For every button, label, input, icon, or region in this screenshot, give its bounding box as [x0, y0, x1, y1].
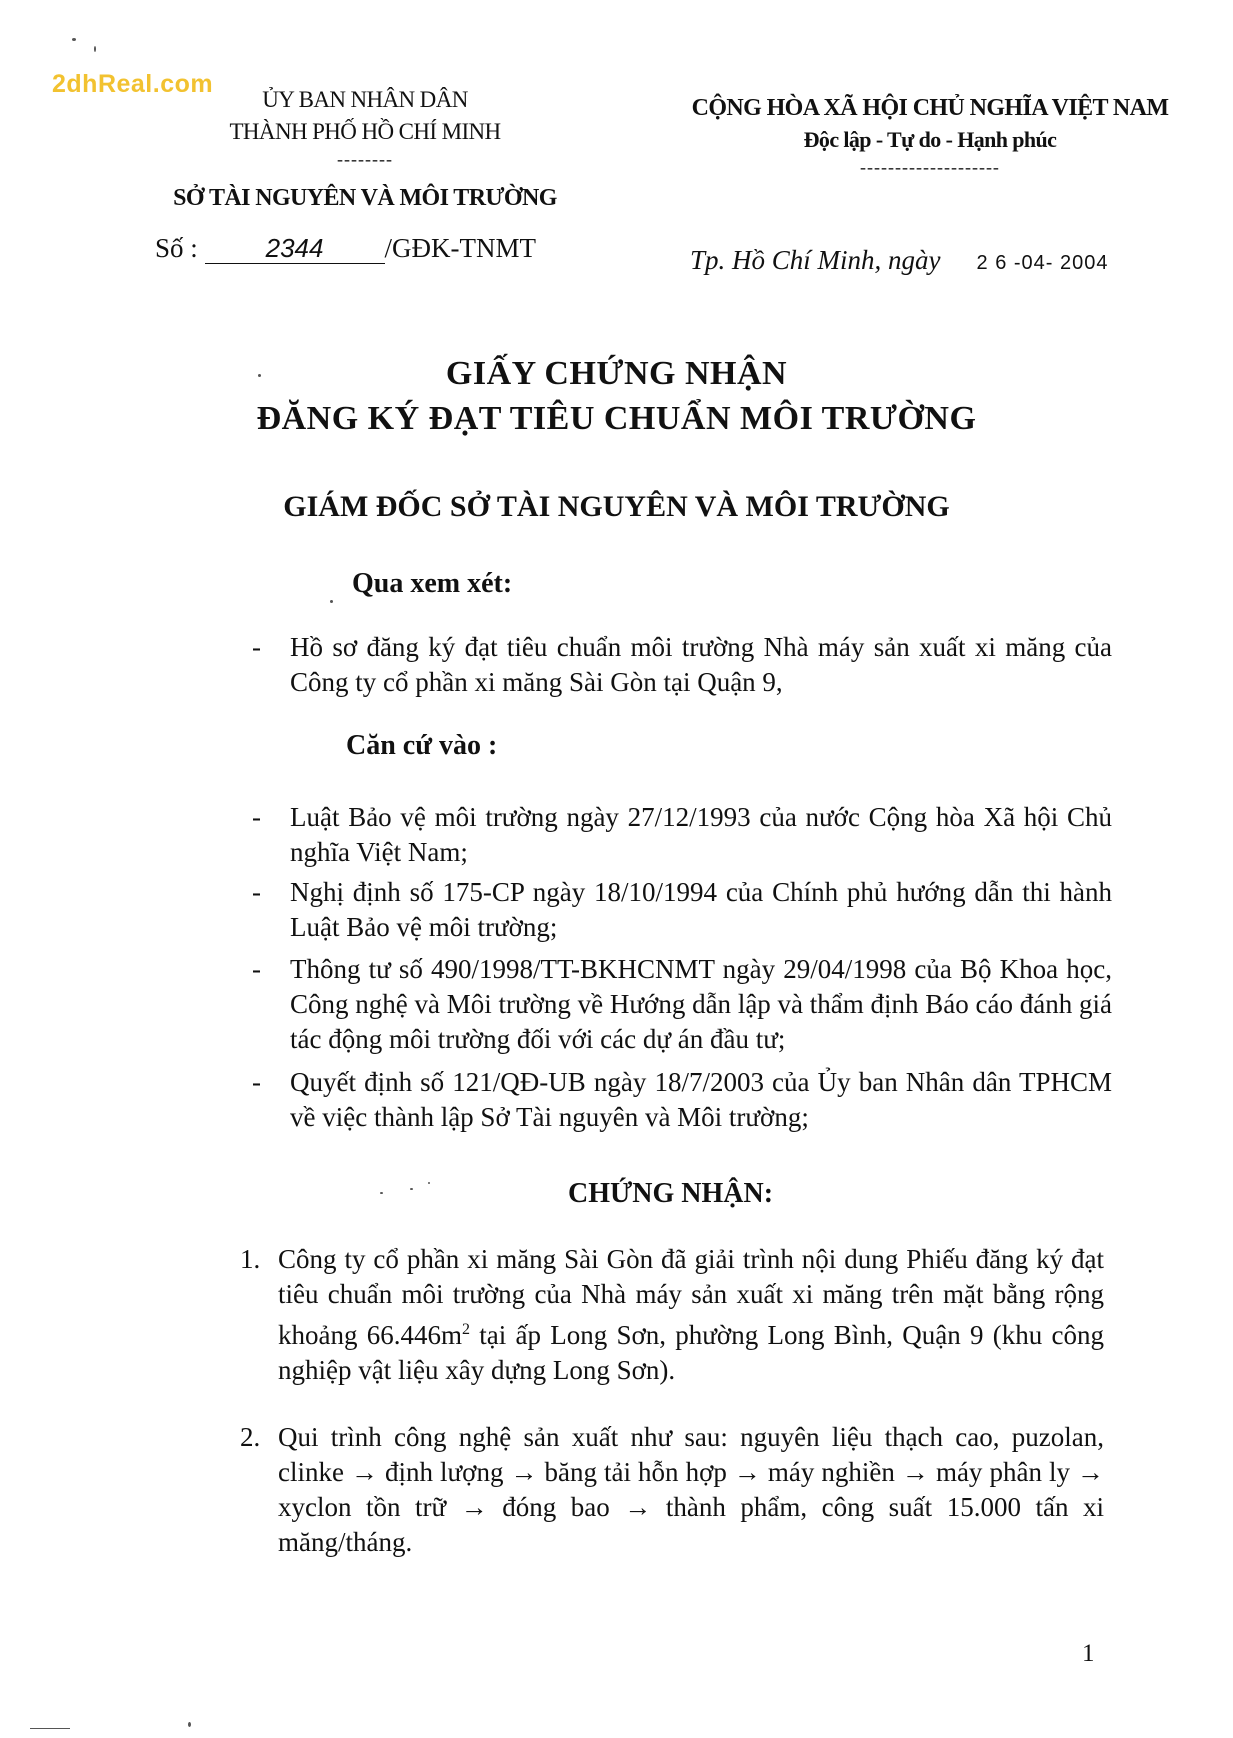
country-name: CỘNG HÒA XÃ HỘI CHỦ NGHĨA VIỆT NAM: [691, 95, 1169, 121]
item-number: 2.: [240, 1422, 261, 1452]
certification-label: CHỨNG NHẬN:: [568, 1178, 774, 1209]
list-item: [252, 1065, 1112, 1135]
department-name: SỞ TÀI NGUYÊN VÀ MÔI TRƯỜNG: [173, 185, 557, 211]
scan-speck: [94, 46, 96, 52]
issuer-header: [150, 84, 580, 214]
watermark-logo: 2dhReal.com: [52, 70, 214, 98]
bullet-dash: -: [252, 1067, 261, 1097]
scan-speck: [188, 1722, 191, 1727]
list-item-text: Nghị định số 175-CP ngày 18/10/1994 của Chính phủ hướng dẫn thi hành Luật Bảo vệ môi trường;: [290, 877, 1112, 942]
list-item: [240, 1242, 1104, 1388]
national-header: [690, 92, 1170, 178]
list-item: [252, 630, 1112, 700]
document-subtitle: ĐĂNG KÝ ĐẠT TIÊU CHUẨN MÔI TRƯỜNG: [256, 400, 977, 437]
bullet-dash: -: [252, 877, 261, 907]
bullet-dash: -: [252, 632, 261, 662]
scan-speck: [72, 38, 76, 41]
scan-speck: [410, 1188, 413, 1190]
national-motto: Độc lập - Tự do - Hạnh phúc: [803, 127, 1057, 152]
page-number: 1: [1082, 1640, 1095, 1667]
list-item-text: Quyết định số 121/QĐ-UB ngày 18/7/2003 của Ủy ban Nhân dân TPHCM về việc thành lập Sở Tài nguyên và Môi trường;: [290, 1067, 1112, 1132]
list-item: [252, 952, 1112, 1057]
item-number: 1.: [240, 1244, 261, 1274]
list-item: [252, 875, 1112, 945]
review-label: Qua xem xét:: [352, 568, 513, 599]
national-divider: --------------------: [860, 157, 1000, 177]
number-suffix: /GĐK-TNMT: [384, 233, 537, 263]
bullet-dash: -: [252, 954, 261, 984]
list-item: [240, 1420, 1104, 1560]
scan-speck: [428, 1182, 430, 1184]
list-item-text: Công ty cổ phần xi măng Sài Gòn đã giải trình nội dung Phiếu đăng ký đạt tiêu chuẩn môi trường của Nhà máy sản xuất xi măng trên mặt bằng rộng khoảng $66.446m^2$ tại ấp Long Sơn, phường Long Bình, Quận 9 (khu công nghiệp vật liệu xây dựng Long Sơn).: [278, 1244, 1104, 1385]
issuer-divider: --------: [337, 149, 393, 169]
bullet-dash: -: [252, 802, 261, 832]
scan-speck: [258, 374, 261, 377]
basis-label: Căn cứ vào :: [346, 730, 498, 761]
number-value: 2344: [205, 233, 385, 264]
scan-speck: [30, 1728, 70, 1729]
issuer-line-2: THÀNH PHỐ HỒ CHÍ MINH: [229, 119, 501, 144]
scan-speck: [380, 1192, 383, 1194]
document-title: GIẤY CHỨNG NHẬN: [445, 355, 788, 392]
list-item-text: Hồ sơ đăng ký đạt tiêu chuẩn môi trường Nhà máy sản xuất xi măng của Công ty cổ phần xi măng Sài Gòn tại Quận 9,: [290, 632, 1112, 697]
issuer-line-1: ỦY BAN NHÂN DÂN: [262, 87, 468, 112]
date-stamp: 2 6 -04- 2004: [976, 252, 1109, 274]
list-item-text: Qui trình công nghệ sản xuất như sau: nguyên liệu thạch cao, puzolan, clinke → định lượng → băng tải hỗn hợp → máy nghiền → máy phân ly → xyclon tồn trữ → đóng bao → thành phẩm, công suất 15.000 tấn xi măng/tháng.: [278, 1422, 1104, 1557]
authority-title: GIÁM ĐỐC SỞ TÀI NGUYÊN VÀ MÔI TRƯỜNG: [283, 490, 950, 523]
list-item: [252, 800, 1112, 870]
place-date: [690, 245, 1109, 276]
place-date-label: Tp. Hồ Chí Minh, ngày: [690, 245, 941, 275]
list-item-text: Luật Bảo vệ môi trường ngày 27/12/1993 của nước Cộng hòa Xã hội Chủ nghĩa Việt Nam;: [290, 802, 1112, 867]
list-item-text: Thông tư số 490/1998/TT-BKHCNMT ngày 29/04/1998 của Bộ Khoa học, Công nghệ và Môi trường về Hướng dẫn lập và thẩm định Báo cáo đánh giá tác động môi trường đối với các dự án đầu tư;: [290, 954, 1112, 1054]
number-label: Số :: [155, 233, 198, 263]
scan-speck: [330, 600, 333, 603]
document-number: [155, 233, 536, 264]
